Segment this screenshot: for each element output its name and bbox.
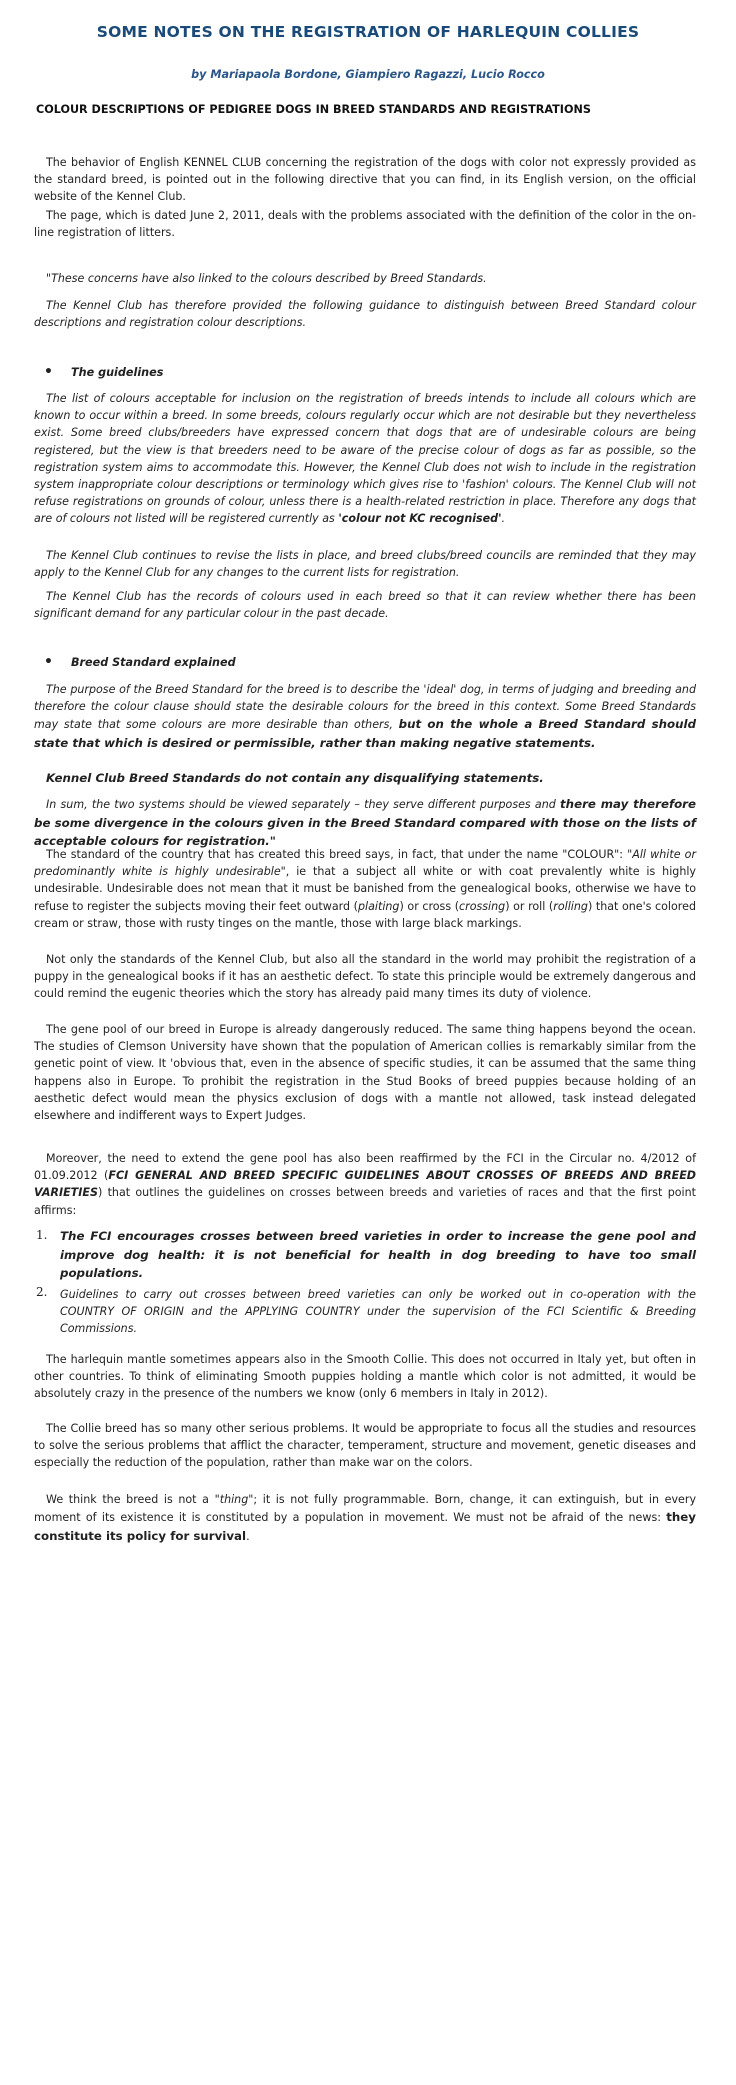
list-number-2: 2. — [36, 1285, 48, 1299]
list-number-1: 1. — [36, 1228, 48, 1242]
page-title: SOME NOTES ON THE REGISTRATION OF HARLEQUIN COLLIES — [96, 23, 640, 41]
standard-bold-3: there may therefore be some divergence in the colours given in the Breed Standard compared with those on the lists of acceptable colours for registration." — [34, 797, 696, 848]
body-p1-i: ) that one's colored cream or straw, those with rusty tinges on the mantle, those with large black markings. — [34, 899, 696, 930]
body-p1-a: The standard of the country that has created this breed says, in fact, that under the name "COLOUR": — [46, 848, 623, 861]
body-paragraph-4 — [34, 1150, 696, 1219]
list-item-1: The FCI encourages crosses between breed varieties in order to increase the gene pool and improve dog health: it is not beneficial for health in dog breeding to have too small populations. — [60, 1229, 696, 1280]
guidelines-paragraph-3: The Kennel Club has the records of colours used in each breed so that it can review whether there has been significant demand for any particular colour in the past decade. — [34, 590, 696, 621]
intro-paragraph-1: The behavior of English KENNEL CLUB concerning the registration of the dogs with color not expressly provided as the standard breed, is pointed out in the following directive that you can find, in its English version, on the official website of the Kennel Club. — [34, 156, 696, 204]
body-paragraph-3: The gene pool of our breed in Europe is already dangerously reduced. The same thing happens beyond the ocean. The studies of Clemson University have shown that the population of American collies is remarkably similar from the genetic point of view. It 'obvious that, even in the absence of specific studies, it can be assumed that the same thing happens also in Europe. To prohibit the registration in the Stud Books of breed puppies because holding of an aesthetic defect would mean the physics exclusion of dogs with a mantle not allowed, task instead delegated elsewhere and indifferent ways to Expert Judges. — [34, 1023, 696, 1123]
bullet-icon: • — [44, 364, 53, 380]
closing-p3-a: We think the breed is not a " — [46, 1493, 220, 1506]
body-paragraph-2: Not only the standards of the Kennel Club, but also all the standard in the world may prohibit the registration of a puppy in the genealogical books if it has an aesthetic defect. To state this principle would be extremely dangerous and could remind the eugenic theories which the story has already paid many times its duty of violence. — [34, 953, 696, 1001]
guidelines-heading — [44, 364, 163, 381]
bullet-icon: • — [44, 654, 53, 670]
fci-guidelines-title: FCI GENERAL AND BREED SPECIFIC GUIDELINES ABOUT CROSSES OF BREEDS AND BREED VARIETIES — [34, 1169, 697, 1200]
body-p4-c: ) that outlines the guidelines on crosses between breeds and varieties of races and that the first point affirms: — [34, 1186, 696, 1217]
body-paragraph-1 — [34, 846, 696, 932]
closing-bold: they constitute its policy for survival — [34, 1510, 696, 1543]
closing-p3-c: "; it is not fully programmable. Born, change, it can extinguish, but in every moment of its existence it is constituted by a population in movement. We must not be afraid of the news: — [34, 1493, 697, 1525]
body-p1-e: ) or cross ( — [399, 899, 460, 913]
guidelines-paragraph-1: The list of colours acceptable for inclusion on the registration of breeds intends to include all colours which are known to occur within a breed. In some breeds, colours regularly occur which are not desirable but they nevertheless exist. Some breed clubs/breeders have expressed concern that dogs that are of undesirable colours are being registered, but the view is that breeders need to be aware of the precise colour of dogs as far as possible, so the registration system aims to accommodate this. However, the Kennel Club does not wish to include in the registration system inappropriate colour descriptions or terminology which gives rise to 'fashion' colours. The Kennel Club will not refuse registrations on grounds of colour, unless there is a health-related restriction in place. Therefore any dogs that are of colours not listed will be registered currently as 'colour not KC recognised'. — [34, 392, 696, 526]
standard-heading-text: Breed Standard explained — [71, 656, 236, 669]
guidelines-heading-text: The guidelines — [71, 366, 164, 379]
standard-paragraph-2: Kennel Club Breed Standards do not contain any disqualifying statements. — [46, 771, 544, 785]
standard-bold-1: but on the whole a Breed Standard should state that which is desired or permissible, rather than making negative statements. — [34, 717, 697, 750]
body-p1-quote: "All white or predominantly white is highly undesirable" — [34, 848, 697, 879]
body-p1-rolling: rolling — [553, 899, 588, 913]
body-p1-g: ) or roll ( — [505, 899, 554, 913]
body-p1-c: , ie that a subject all white or with coat prevalently white is highly undesirable. Undesirable does not mean that it must be banished from the genealogical books, otherwise we have to refuse to register the subjects moving their feet outward ( — [34, 865, 696, 913]
guidelines-text-1: The list of colours acceptable for inclusion on the registration of breeds intends to include all colours which are known to occur within a breed. In some breeds, colours regularly occur which are not desirable but they nevertheless exist. Some breed clubs/breeders have expressed concern that dogs that are of undesirable colours are being registered, but the view is that breeders need to be aware of the precise colour of dogs as far as possible, so the registration system aims to accommodate this. However, the Kennel Club does not wish to include in the registration system inappropriate colour descriptions or terminology which gives rise to 'fashion' colours. The Kennel Club will not refuse registrations on grounds of colour, unless there is a health-related restriction in place. Therefore any dogs that are of colours not listed will be registered currently as — [34, 392, 696, 526]
guidelines-paragraph-2: The Kennel Club continues to revise the lists in place, and breed clubs/breed councils are reminded that they may apply to the Kennel Club for any changes to the current lists for registration. — [34, 549, 696, 580]
closing-paragraph-3: We think the breed is not a "thing"; it is not fully programmable. Born, change, it can extinguish, but in every moment of its existence it is constituted by a population in movement. We must not be afraid of the news: they constitute its policy for survival. — [34, 1493, 697, 1543]
body-p4-a: Moreover, the need to extend the gene pool has also been reaffirmed by the FCI in the Circular no. 4/2012 of 01.09.2012 ( — [34, 1152, 696, 1183]
body-p1-crossing: crossing — [459, 899, 506, 913]
body-p1-plaiting: plaiting — [357, 899, 400, 913]
section-heading: COLOUR DESCRIPTIONS OF PEDIGREE DOGS IN BREED STANDARDS AND REGISTRATIONS — [36, 103, 591, 116]
quote-paragraph-1: "These concerns have also linked to the colours described by Breed Standards. — [46, 272, 487, 285]
closing-thing: thing — [219, 1493, 249, 1506]
standard-text-3: In sum, the two systems should be viewed separately – they serve different purposes and — [46, 798, 556, 811]
authors-line: by Mariapaola Bordone, Giampiero Ragazzi, Lucio Rocco — [191, 68, 545, 81]
standard-paragraph-1 — [34, 681, 696, 752]
standard-paragraph-3 — [34, 795, 696, 851]
standard-text-1: The purpose of the Breed Standard for the breed is to describe the 'ideal' dog, in terms of judging and breeding and therefore the colour clause should state the desirable colours for the breed in this context. Some Breed Standards may state that some colours are more desirable than others, — [34, 683, 696, 732]
intro-paragraph-2: The page, which is dated June 2, 2011, deals with the problems associated with the definition of the color in the on-line registration of litters. — [34, 209, 696, 240]
list-item-2: Guidelines to carry out crosses between breed varieties can only be worked out in co-operation with the COUNTRY OF ORIGIN and the APPLYING COUNTRY under the supervision of the FCI Scientific & Breeding Commissions. — [60, 1288, 696, 1336]
closing-paragraph-2: The Collie breed has so many other serious problems. It would be appropriate to focus all the studies and resources to solve the serious problems that afflict the character, temperament, structure and movement, genetic diseases and especially the reduction of the population, rather than make war on the colors. — [34, 1422, 696, 1470]
closing-paragraph-1: The harlequin mantle sometimes appears also in the Smooth Collie. This does not occurred in Italy yet, but often in other countries. To think of eliminating Smooth puppies holding a mantle which color is not admitted, it would be absolutely crazy in the presence of the numbers we know (only 6 members in Italy in 2012). — [34, 1353, 696, 1401]
colour-not-recognised: 'colour not KC recognised' — [338, 512, 502, 526]
standard-heading — [44, 654, 236, 671]
quote-paragraph-2: The Kennel Club has therefore provided the following guidance to distinguish between Breed Standard colour descriptions and registration colour descriptions. — [34, 299, 696, 330]
